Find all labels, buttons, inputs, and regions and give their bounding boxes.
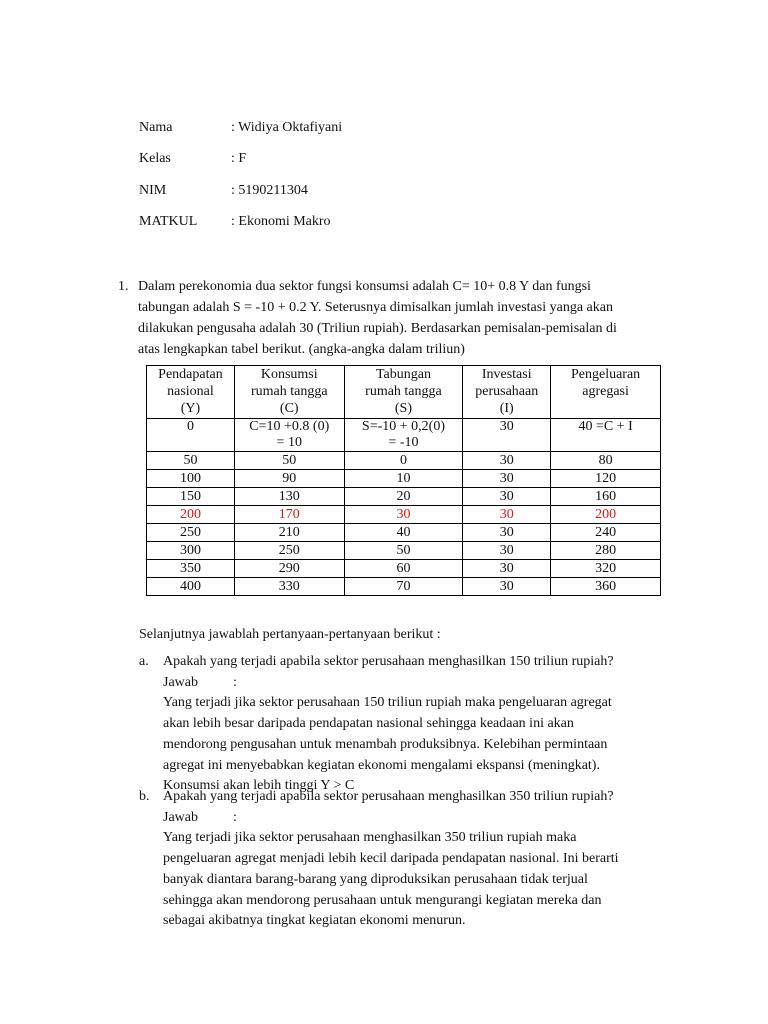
info-label: MATKUL: [139, 214, 198, 229]
table-cell: 40: [344, 524, 463, 542]
table-cell: 80: [551, 452, 661, 470]
qa-question: Apakah yang terjadi apabila sektor perusahaan menghasilkan 150 triliun rupiah?: [163, 654, 614, 669]
qa-letter: a.: [139, 654, 149, 669]
answer-line: agregat ini menyebabkan kegiatan ekonomi mengalami ekspansi (meningkat).: [163, 757, 600, 773]
table-cell: 100: [147, 470, 235, 488]
table-cell: 10: [344, 470, 463, 488]
table-cell: 30: [463, 452, 551, 470]
table-row: [147, 542, 661, 560]
table-cell: 50: [234, 452, 344, 470]
header-tabungan: Tabungan rumah tangga (S): [344, 366, 463, 419]
header-konsumsi: Konsumsi rumah tangga (C): [234, 366, 344, 419]
table-cell: 170: [234, 506, 344, 524]
jawab-row: [163, 673, 614, 694]
table-cell: 130: [234, 488, 344, 506]
header-investasi: Investasi perusahaan (I): [463, 366, 551, 419]
table-cell: 30: [463, 488, 551, 506]
table-cell: 50: [147, 452, 235, 470]
table-cell: 290: [234, 560, 344, 578]
qa-body: [163, 787, 619, 932]
jawab-label: Jawab: [163, 809, 198, 825]
qa-question: Apakah yang terjadi apabila sektor perusahaan menghasilkan 350 triliun rupiah?: [163, 789, 614, 804]
table-row: [147, 452, 661, 470]
table-row: [147, 560, 661, 578]
question-line: Dalam perekonomia dua sektor fungsi konsumsi adalah C= 10+ 0.8 Y dan fungsi: [138, 279, 591, 294]
table-cell: 200: [147, 506, 235, 524]
question-line: atas lengkapkan tabel berikut. (angka-angka dalam triliun): [138, 342, 465, 357]
header-pendapatan: Pendapatan nasional (Y): [147, 366, 235, 419]
table-header-row: [147, 366, 661, 419]
info-label: NIM: [139, 183, 167, 198]
table-cell: 30: [463, 470, 551, 488]
intro-text: Selanjutnya jawablah pertanyaan-pertanyaan berikut :: [139, 627, 441, 642]
info-label: Nama: [139, 120, 173, 135]
info-kelas: [139, 149, 246, 169]
table-cell: 30: [463, 578, 551, 596]
answer-line: sehingga akan mendorong perusahaan untuk mengurangi kegiatan mereka dan: [163, 892, 602, 908]
table-cell: 30: [344, 506, 463, 524]
table-row: [147, 488, 661, 506]
answer-line: Konsumsi akan lebih tinggi Y > C: [163, 778, 355, 794]
data-table: [146, 365, 661, 596]
table-cell: 330: [234, 578, 344, 596]
table-cell: 120: [551, 470, 661, 488]
qa-letter: b.: [139, 789, 150, 804]
table-cell: 210: [234, 524, 344, 542]
table-cell: C=10 +0.8 (0) = 10: [234, 419, 344, 452]
table-cell: 300: [147, 542, 235, 560]
table-cell: 40 =C + I: [551, 419, 661, 452]
table-row: [147, 419, 661, 452]
info-nim: [139, 181, 308, 201]
table-cell: 20: [344, 488, 463, 506]
jawab-colon: :: [233, 809, 237, 825]
table-row: [147, 506, 661, 524]
info-nama: [139, 118, 342, 138]
table-cell: 0: [344, 452, 463, 470]
table-cell: 360: [551, 578, 661, 596]
qa-body: [163, 652, 614, 797]
answer-line: pengeluaran agregat menjadi lebih kecil daripada pendapatan nasional. Ini berarti: [163, 851, 619, 867]
answer-line: akan lebih besar daripada pendapatan nasional sehingga keadaan ini akan: [163, 716, 574, 732]
table-cell: 90: [234, 470, 344, 488]
table-cell: 250: [234, 542, 344, 560]
table-cell: 30: [463, 560, 551, 578]
table-cell: 30: [463, 506, 551, 524]
jawab-label: Jawab: [163, 674, 198, 690]
table-cell: 280: [551, 542, 661, 560]
table-cell: 350: [147, 560, 235, 578]
table-cell: 320: [551, 560, 661, 578]
table-row: [147, 524, 661, 542]
table-cell: S=-10 + 0,2(0) = -10: [344, 419, 463, 452]
table-cell: 60: [344, 560, 463, 578]
info-matkul: [139, 212, 331, 232]
table-cell: 0: [147, 419, 235, 452]
jawab-row: [163, 808, 619, 829]
table-cell: 150: [147, 488, 235, 506]
table-cell: 30: [463, 542, 551, 560]
info-label: Kelas: [139, 151, 171, 166]
header-pengeluaran: Pengeluaran agregasi: [551, 366, 661, 419]
question-line: tabungan adalah S = -10 + 0.2 Y. Seterusnya dimisalkan jumlah investasi yanga akan: [138, 300, 613, 315]
answer-line: Yang terjadi jika sektor perusahaan menghasilkan 350 triliun rupiah maka: [163, 830, 577, 846]
table-cell: 30: [463, 419, 551, 452]
info-value: : F: [231, 151, 247, 166]
table-cell: 400: [147, 578, 235, 596]
info-value: : Ekonomi Makro: [231, 214, 331, 229]
table-row: [147, 470, 661, 488]
answer-line: banyak diantara barang-barang yang diproduksikan perusahaan tidak terjual: [163, 871, 588, 887]
answer-line: mendorong pengusahan untuk menambah produksibnya. Kelebihan permintaan: [163, 736, 608, 752]
table-cell: 200: [551, 506, 661, 524]
info-value: : 5190211304: [231, 183, 308, 198]
table-cell: 70: [344, 578, 463, 596]
table-cell: 240: [551, 524, 661, 542]
table-cell: 30: [463, 524, 551, 542]
table-row: [147, 578, 661, 596]
question-text: [138, 276, 678, 360]
table-cell: 50: [344, 542, 463, 560]
answer-line: Yang terjadi jika sektor perusahaan 150 triliun rupiah maka pengeluaran agregat: [163, 695, 612, 711]
jawab-colon: :: [233, 674, 237, 690]
answer-line: sebagai akibatnya tingkat kegiatan ekonomi menurun.: [163, 913, 466, 929]
question-number: 1.: [118, 279, 129, 294]
table-cell: 250: [147, 524, 235, 542]
table-cell: 160: [551, 488, 661, 506]
info-value: : Widiya Oktafiyani: [231, 120, 343, 135]
question-line: dilakukan pengusaha adalah 30 (Triliun rupiah). Berdasarkan pemisalan-pemisalan di: [138, 321, 617, 336]
